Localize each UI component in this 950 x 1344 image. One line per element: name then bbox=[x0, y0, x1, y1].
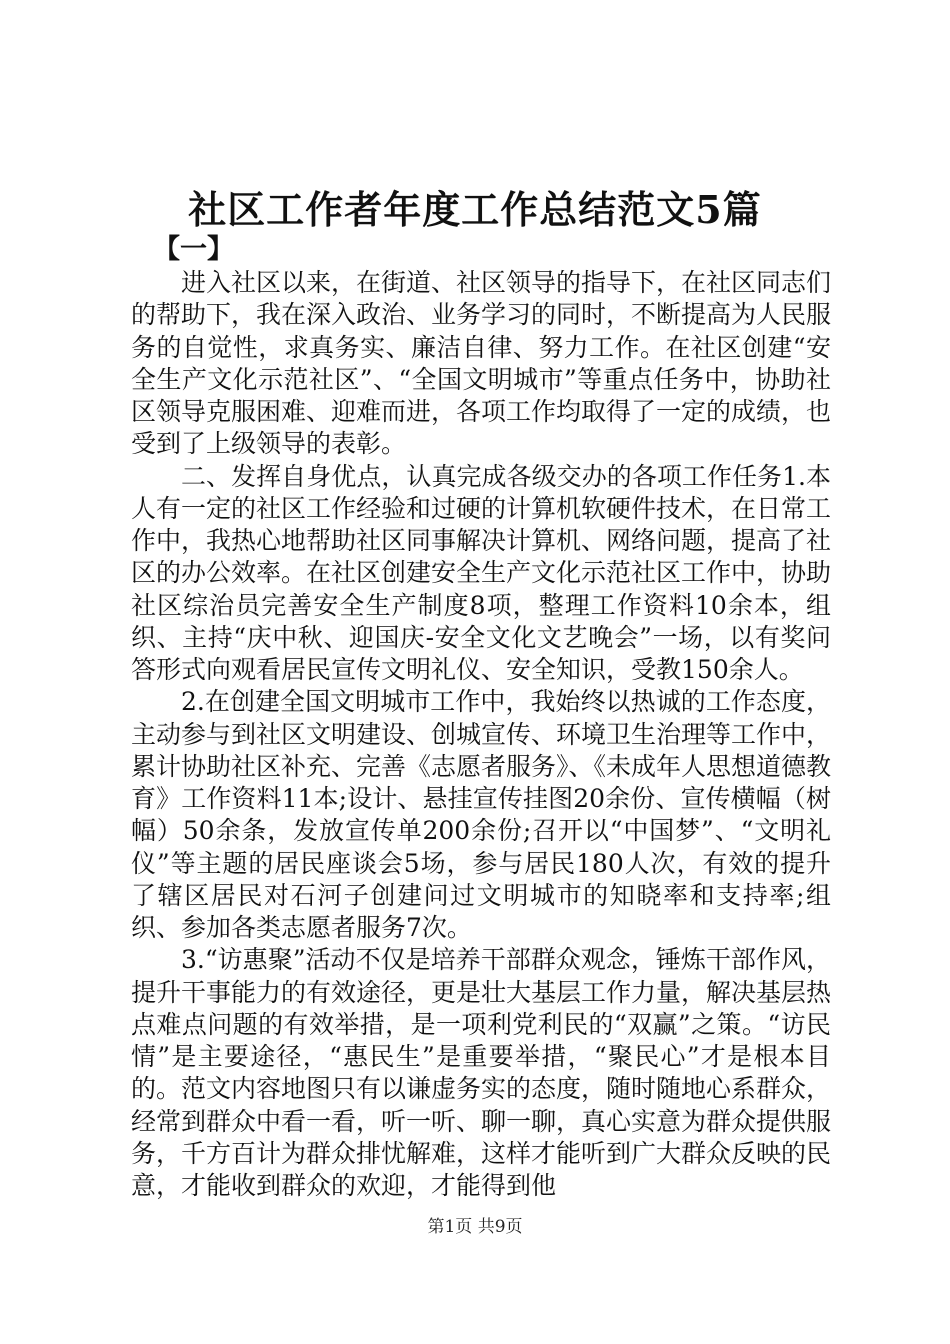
page-footer: 第1页 共9页 bbox=[427, 1217, 523, 1237]
paragraph: 二、发挥自身优点，认真完成各级交办的各项工作任务1.本人有一定的社区工作经验和过硬的计算机软硬件技术，在日常工作中，我热心地帮助社区同事解决计算机、网络问题，提高了社区的办公效率。在社区创建安全生产文化示范社区工作中，协助社区综治员完善安全生产制度8项，整理工作资料10余本，组织、主持“庆中秋、迎国庆-安全文化文艺晚会”一场，以有奖问答形式向观看居民宣传文明礼仪、安全知识，受教150余人。 bbox=[131, 461, 832, 684]
document-title: 社区工作者年度工作总结范文5篇 bbox=[188, 187, 762, 232]
paragraph: 2.在创建全国文明城市工作中，我始终以热诚的工作态度，主动参与到社区文明建设、创城宣传、环境卫生治理等工作中，累计协助社区补充、完善《志愿者服务》、《未成年人思想道德教育》工作资料11本;设计、悬挂宣传挂图20余份、宣传横幅（树幅）50余条，发放宣传单200余份;召开以“中国梦”、“文明礼仪”等主题的居民座谈会5场，参与居民180人次，有效的提升了辖区居民对石河子创建问过文明城市的知晓率和支持率;组织、参加各类志愿者服务7次。 bbox=[131, 687, 832, 942]
section-label: 【一】 bbox=[153, 234, 234, 265]
paragraph: 3.“访惠聚”活动不仅是培养干部群众观念，锤炼干部作风，提升干事能力的有效途径，更是壮大基层工作力量，解决基层热点难点问题的有效举措，是一项利党利民的“双赢”之策。“访民情”是主要途径，“惠民生”是重要举措，“聚民心”才是根本目的。范文内容地图只有以谦虚务实的态度，随时随地心系群众，经常到群众中看一看，听一听、聊一聊，真心实意为群众提供服务，千方百计为群众排忧解难，这样才能听到广大群众反映的民意，才能收到群众的欢迎，才能得到他 bbox=[131, 945, 832, 1200]
document-body bbox=[131, 267, 831, 1202]
paragraph: 进入社区以来，在街道、社区领导的指导下，在社区同志们的帮助下，我在深入政治、业务学习的同时，不断提高为人民服务的自觉性，求真务实、廉洁自律、努力工作。在社区创建“安全生产文化示范社区”、“全国文明城市”等重点任务中，协助社区领导克服困难、迎难而进，各项工作均取得了一定的成绩，也受到了上级领导的表彰。 bbox=[131, 268, 832, 459]
